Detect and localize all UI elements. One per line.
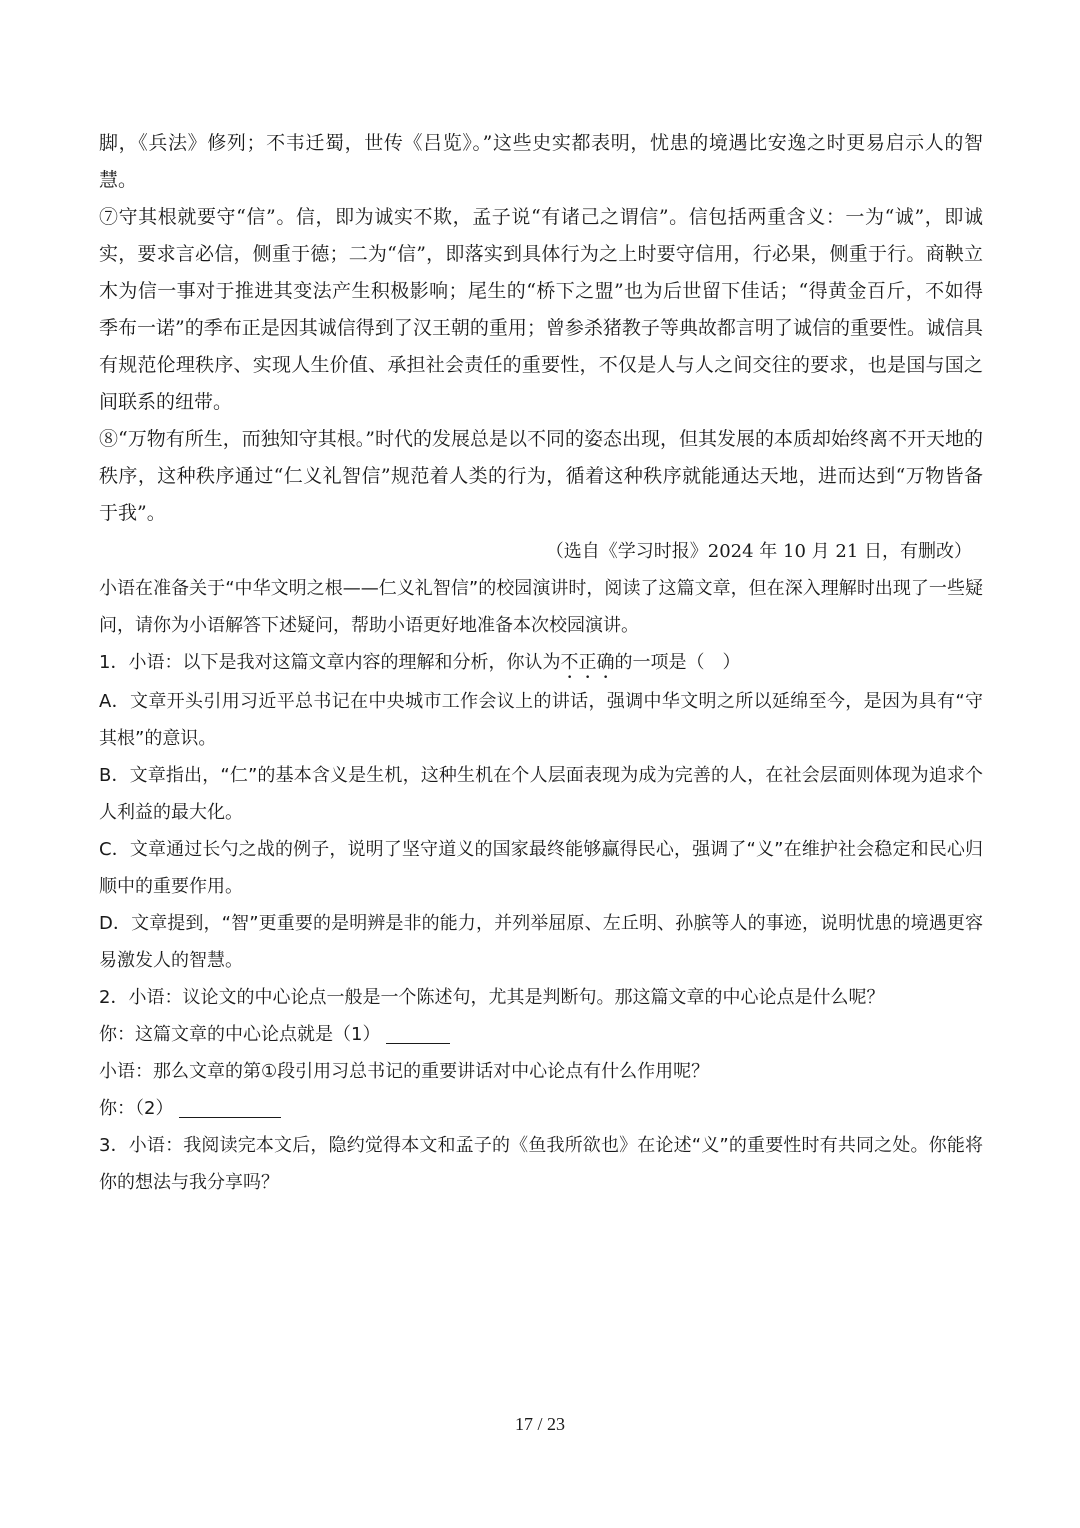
q1-option-a: A．文章开头引用习近平总书记在中央城市工作会议上的讲话，强调中华文明之所以延绵至今，是因为具有“守其根”的意识。 bbox=[99, 691, 983, 749]
q1-emphasis: 不正确 bbox=[560, 652, 615, 673]
page-number: 17 / 23 bbox=[514, 1414, 565, 1434]
article-excerpt bbox=[99, 125, 983, 532]
q2-answer-line-1 bbox=[99, 1016, 983, 1053]
q2-follow-up: 小语：那么文章的第①段引用习总书记的重要讲话对中心论点有什么作用呢？ bbox=[99, 1061, 710, 1082]
answer-blank-1[interactable] bbox=[386, 1021, 450, 1044]
question-2-stem: 2．小语：议论文的中心论点一般是一个陈述句，尤其是判断句。那这篇文章的中心论点是什么呢？ bbox=[99, 987, 885, 1008]
question-3-stem: 3．小语：我阅读完本文后，隐约觉得本文和孟子的《鱼我所欲也》在论述“义”的重要性时有共同之处。你能将你的想法与我分享吗？ bbox=[99, 1135, 983, 1193]
question-1-stem bbox=[99, 644, 983, 683]
q2-answer-2-label: 你：（2） bbox=[99, 1098, 174, 1119]
paragraph-7: ⑦守其根就要守“信”。信，即为诚实不欺，孟子说“有诸己之谓信”。信包括两重含义：一为“诚”，即诚实，要求言必信，侧重于德；二为“信”，即落实到具体行为之上时要守信用，行必果，侧重于行。商鞅立木为信一事对于推进其变法产生积极影响；尾生的“桥下之盟”也为后世留下佳话；“得黄金百斤，不如得季布一诺”的季布正是因其诚信得到了汉王朝的重用；曾参杀猪教子等典故都言明了诚信的重要性。诚信具有规范伦理秩序、实现人生价值、承担社会责任的重要性，不仅是人与人之间交往的要求，也是国与国之间联系的纽带。 bbox=[99, 206, 983, 413]
q1-stem-before: 1．小语：以下是我对这篇文章内容的理解和分析，你认为 bbox=[99, 652, 561, 673]
answer-blank-2[interactable] bbox=[179, 1095, 281, 1118]
source-citation: （选自《学习时报》2024 年 10 月 21 日，有删改） bbox=[545, 541, 972, 562]
q1-option-c: C．文章通过长勺之战的例子，说明了坚守道义的国家最终能够赢得民心，强调了“义”在维护社会稳定和民心归顺中的重要作用。 bbox=[99, 839, 983, 897]
questions-section bbox=[99, 570, 983, 1201]
paragraph-8: ⑧“万物有所生，而独知守其根。”时代的发展总是以不同的姿态出现，但其发展的本质却始终离不开天地的秩序，这种秩序通过“仁义礼智信”规范着人类的行为，循着这种秩序就能通达天地，进而达到“万物皆备于我”。 bbox=[99, 428, 983, 524]
paragraph-continued: 脚，《兵法》修列；不韦迁蜀，世传《吕览》。”这些史实都表明，忧患的境遇比安逸之时更易启示人的智慧。 bbox=[99, 132, 983, 191]
q2-answer-line-2 bbox=[99, 1090, 983, 1127]
q1-stem-after: 的一项是（ ） bbox=[614, 652, 741, 673]
q1-option-d: D．文章提到，“智”更重要的是明辨是非的能力，并列举屈原、左丘明、孙膑等人的事迹，说明忧患的境遇更容易激发人的智慧。 bbox=[99, 913, 983, 971]
intro-text: 小语在准备关于“中华文明之根——仁义礼智信”的校园演讲时，阅读了这篇文章，但在深入理解时出现了一些疑问，请你为小语解答下述疑问，帮助小语更好地准备本次校园演讲。 bbox=[99, 578, 983, 636]
q2-answer-1-label: 你：这篇文章的中心论点就是（1） bbox=[99, 1024, 381, 1045]
q1-option-b: B．文章指出，“仁”的基本含义是生机，这种生机在个人层面表现为成为完善的人，在社会层面则体现为追求个人利益的最大化。 bbox=[99, 765, 983, 823]
